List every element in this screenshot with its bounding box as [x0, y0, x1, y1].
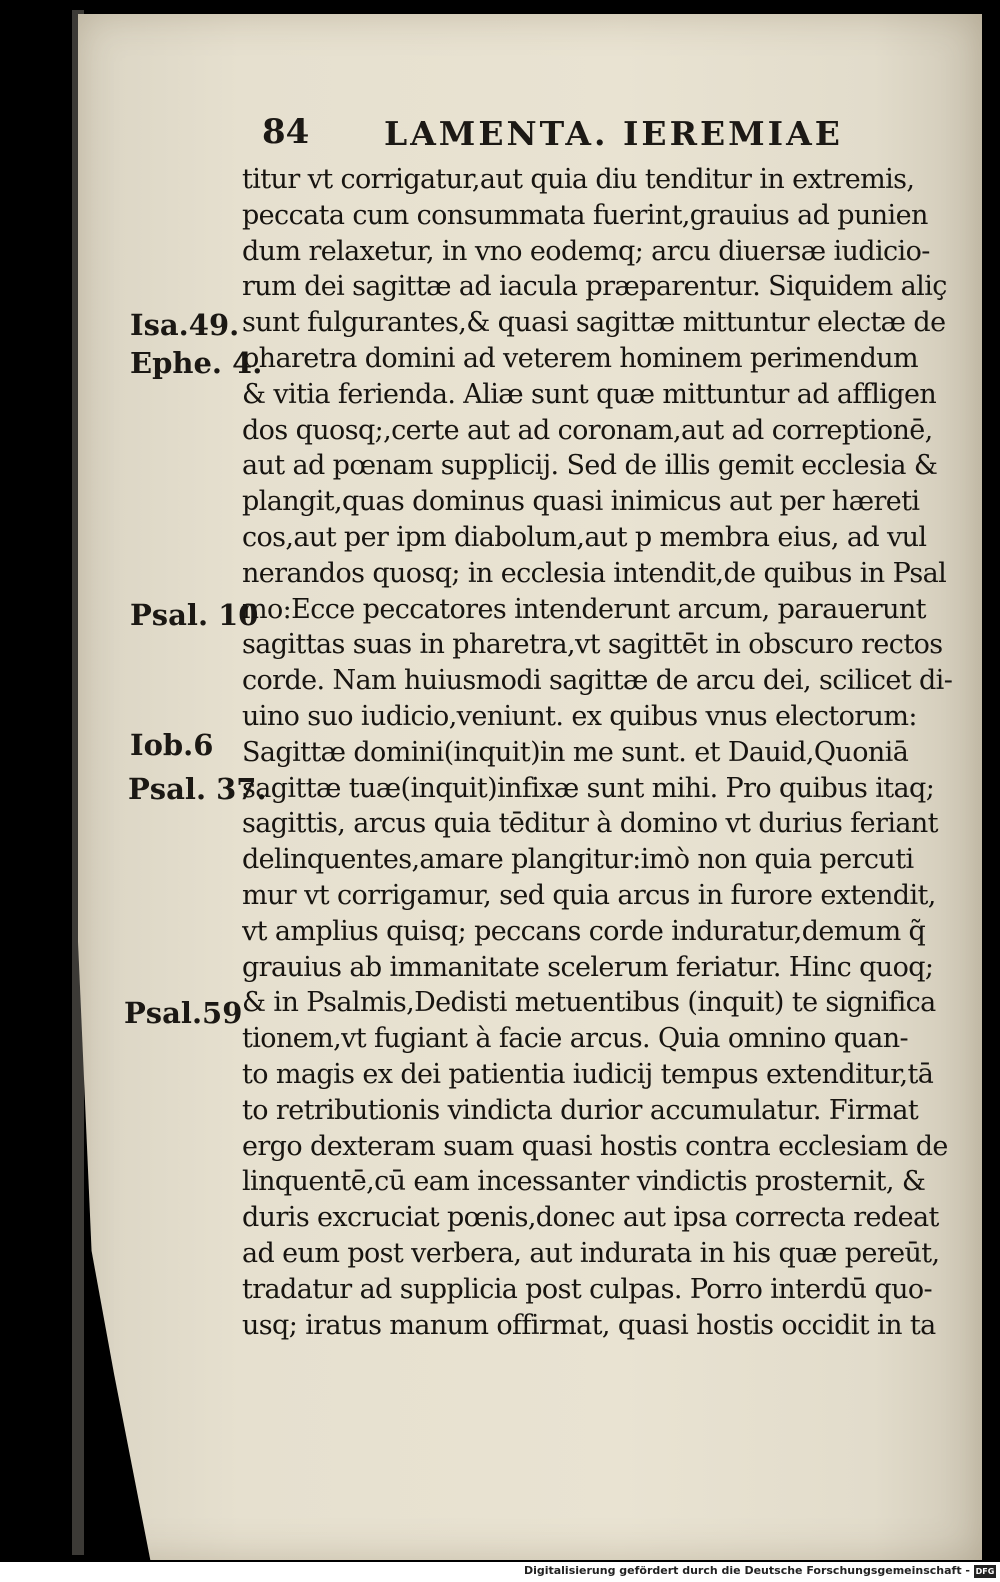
- page-header: [262, 112, 872, 162]
- dfg-logo: DFG: [975, 1567, 995, 1576]
- margin-note-ephe-4: Ephe. 4.: [130, 346, 263, 380]
- text-line: linquentē,cū eam incessanter vindictis prosternit, &: [242, 1166, 926, 1198]
- text-line: tradatur ad supplicia post culpas. Porro interdū quo-: [242, 1273, 933, 1305]
- margin-note-iob-6: Iob.6: [130, 728, 214, 762]
- text-line: ad eum post verbera, aut indurata in his quæ pereūt,: [242, 1237, 940, 1269]
- margin-note-psal-37: Psal. 37.: [128, 772, 267, 806]
- text-line: plangit,quas dominus quasi inimicus aut per hæreti: [242, 486, 920, 518]
- text-line: sunt fulgurantes,& quasi sagittæ mittuntur electæ de: [242, 307, 946, 339]
- text-line: delinquentes,amare plangitur:imò non quia percuti: [242, 844, 914, 876]
- text-line: & vitia ferienda. Aliæ sunt quæ mittuntur ad affligen: [242, 378, 937, 410]
- text-line: Sagittæ domini(inquit)in me sunt. et Dauid,Quoniā: [242, 736, 909, 768]
- text-line: corde. Nam huiusmodi sagittæ de arcu dei, scilicet di-: [242, 665, 953, 697]
- digitization-footer: [0, 1562, 1000, 1582]
- text-line: nerandos quosq; in ecclesia intendit,de quibus in Psal: [242, 557, 947, 589]
- text-line: rum dei sagittæ ad iacula præparentur. Siquidem aliç: [242, 271, 947, 303]
- margin-notes: [0, 0, 267, 1500]
- text-line: duris excruciat pœnis,donec aut ipsa correcta redeat: [242, 1202, 939, 1234]
- page-number: 84: [262, 112, 310, 152]
- text-line: aut ad pœnam supplicij. Sed de illis gemit ecclesia &: [242, 450, 938, 482]
- text-line: to retributionis vindicta durior accumulatur. Firmat: [242, 1094, 919, 1126]
- text-line: to magis ex dei patientia iudicij tempus extenditur,tā: [242, 1058, 934, 1090]
- text-line: mur vt corrigamur, sed quia arcus in furore extendit,: [242, 879, 936, 911]
- text-line: peccata cum consummata fuerint,grauius ad punien: [242, 199, 928, 231]
- footer-credit: Digitalisierung gefördert durch die Deutsche Forschungsgemeinschaft -: [523, 1564, 970, 1577]
- text-line: titur vt corrigatur,aut quia diu tenditur in extremis,: [242, 164, 915, 195]
- text-line: sagittæ tuæ(inquit)infixæ sunt mihi. Pro quibus itaq;: [242, 772, 935, 804]
- text-line: mo:Ecce peccatores intenderunt arcum, parauerunt: [242, 593, 926, 625]
- text-line: uino suo iudicio,veniunt. ex quibus vnus electorum:: [242, 700, 917, 732]
- margin-note-psal-59: Psal.59: [124, 996, 243, 1030]
- margin-note-psal-10: Psal. 10: [130, 598, 259, 632]
- text-line: dos quosq;,certe aut ad coronam,aut ad correptionē,: [242, 414, 933, 446]
- text-line: pharetra domini ad veterem hominem perimendum: [242, 342, 919, 374]
- running-head: LAMENTA. IEREMIAE: [384, 114, 843, 153]
- body-text: [242, 162, 962, 1343]
- text-line: dum relaxetur, in vno eodemq; arcu diuersæ iudicio-: [242, 235, 930, 267]
- text-line: vt amplius quisq; peccans corde induratur,demum q̃: [242, 915, 926, 947]
- text-line: sagittas suas in pharetra,vt sagittēt in obscuro rectos: [242, 629, 943, 661]
- text-line: tionem,vt fugiant à facie arcus. Quia omnino quan-: [242, 1023, 909, 1055]
- text-line: & in Psalmis,Dedisti metuentibus (inquit) te significa: [242, 987, 936, 1019]
- text-line: usq; iratus manum offirmat, quasi hostis occidit in ta: [242, 1309, 936, 1341]
- text-line: cos,aut per ipm diabolum,aut p membra eius, ad vul: [242, 521, 927, 553]
- text-line: sagittis, arcus quia tēditur à domino vt durius feriant: [242, 808, 938, 840]
- margin-note-isa-49: Isa.49.: [130, 308, 240, 342]
- text-line: grauius ab immanitate scelerum feriatur. Hinc quoq;: [242, 951, 934, 983]
- text-line: ergo dexteram suam quasi hostis contra ecclesiam de: [242, 1130, 948, 1162]
